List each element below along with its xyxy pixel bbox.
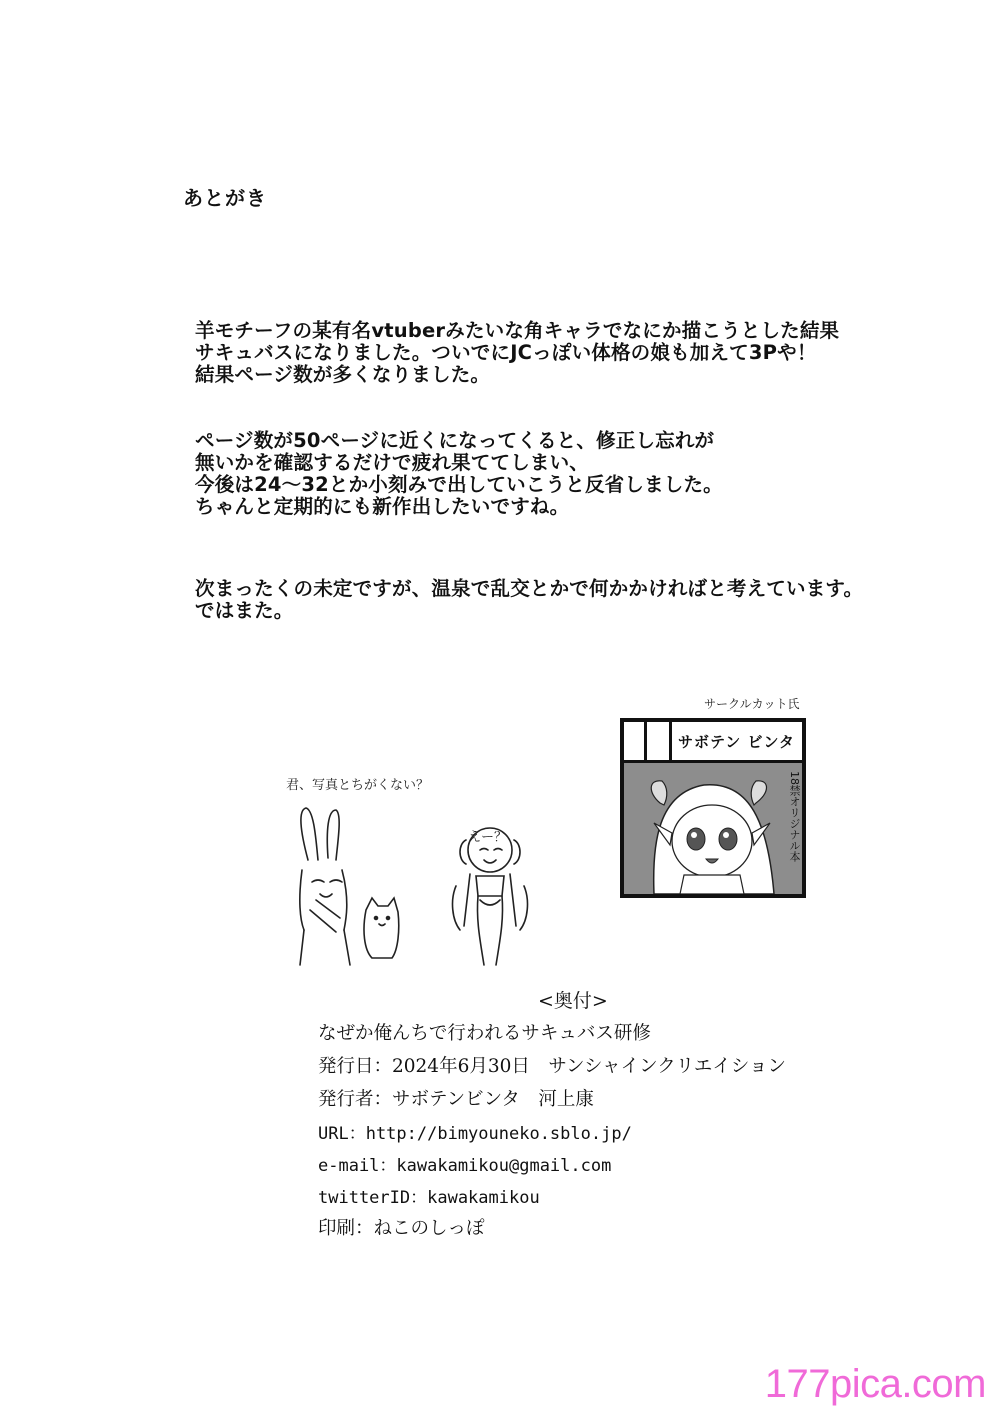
afterword-paragraph-3: [195, 578, 863, 622]
circle-cut-character-drawing: [624, 763, 802, 894]
circle-cut-header: [624, 722, 802, 763]
colophon-email: e-mail：kawakamikou@gmail.com: [318, 1156, 612, 1176]
paragraph-line: サキュバスになりました。ついでにJCっぽい体格の娘も加えて3Pや！: [195, 341, 817, 364]
afterword-heading: あとがき: [183, 186, 267, 210]
paragraph-line: 無いかを確認するだけで疲れ果ててしまい、: [195, 451, 590, 474]
colophon-title: <奥付>: [538, 990, 608, 1012]
circle-cut-name: サボテン ビンタ: [678, 732, 795, 751]
circle-cut: [620, 718, 806, 898]
paragraph-line: 次まったくの未定ですが、温泉で乱交とかで何かかければと考えています。: [195, 577, 864, 600]
paragraph-line: ページ数が50ページに近くになってくると、修正し忘れが: [195, 429, 715, 452]
paragraph-line: ではまた。: [195, 599, 294, 622]
rabbit-speech-text: 君、写真とちがくない？: [286, 778, 430, 793]
colophon-url: URL：http://bimyouneko.sblo.jp/: [318, 1124, 632, 1144]
colophon-publisher: 発行者：サボテンビンタ 河上康: [318, 1089, 594, 1110]
circle-cut-box-middle: [647, 722, 672, 760]
colophon-book-title: なぜか俺んちで行われるサキュバス研修: [318, 1023, 651, 1044]
paragraph-line: ちゃんと定期的にも新作出したいですね。: [195, 495, 570, 518]
afterword-paragraph-2: [195, 430, 723, 518]
colophon-twitter: twitterID：kawakamikou: [318, 1188, 540, 1208]
girl-speech-text: えー？: [468, 830, 508, 845]
doodle-illustration: [280, 800, 540, 975]
circle-cut-artwork: [624, 763, 802, 894]
paragraph-line: 今後は24～32とか小刻みで出していこうと反省しました。: [195, 473, 723, 496]
paragraph-line: 羊モチーフの某有名vtuberみたいな角キャラでなにか描こうとした結果: [195, 319, 840, 342]
paragraph-line: 結果ページ数が多くなりました。: [195, 363, 491, 386]
colophon-printer: 印刷：ねこのしっぽ: [318, 1218, 485, 1239]
circle-cut-caption: サークルカット氏: [704, 697, 800, 711]
circle-cut-box-left: [624, 722, 647, 760]
cat-figure: [364, 898, 399, 958]
girl-figure: [453, 828, 528, 965]
colophon-publish-date: 発行日：2024年6月30日 サンシャインクリエイション: [318, 1056, 787, 1077]
site-watermark: 177pica.com: [764, 1362, 986, 1406]
rabbit-figure: [300, 808, 350, 965]
circle-cut-side-text: 18禁オリジナル本: [788, 771, 801, 862]
afterword-paragraph-1: [195, 320, 839, 386]
